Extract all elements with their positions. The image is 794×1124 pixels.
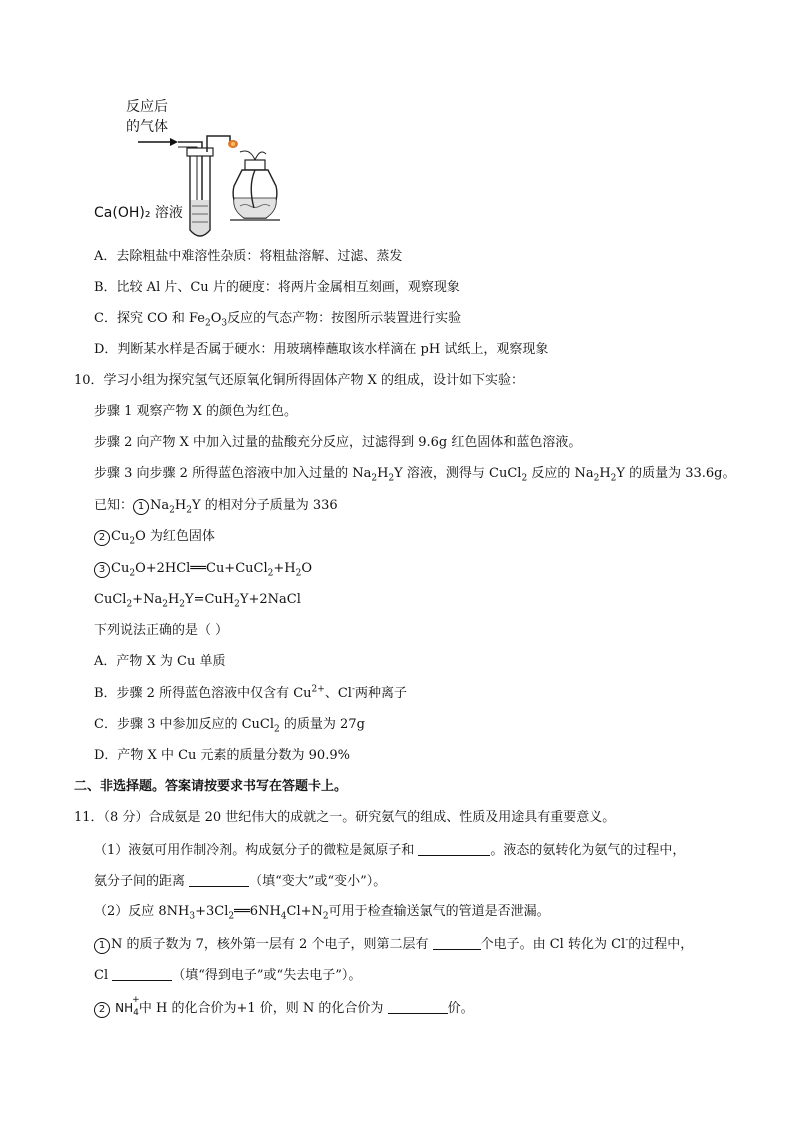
- answer-blank-3[interactable]: [433, 936, 481, 950]
- q10-stem: 10．学习小组为探究氢气还原氧化铜所得固体产物 X 的组成，设计如下实验：: [74, 373, 525, 388]
- q11-sub1-line2: Cl （填“得到电子”或“失去电子”）。: [94, 968, 362, 983]
- q10-known-1: 已知： 1 $Na_2H_2Y$ 的相对分子质量为 336: [94, 498, 338, 516]
- q11-sub2-line: 2 $NH_4$ + 中 H 的化合价为+1 价，则 N 的化合价为 价。: [94, 1000, 474, 1021]
- q11-part2-line: （2）反应 $8NH_3+3Cl_2══6NH_4Cl+N_2$可用于检查输送氯气的管道是否泄漏。: [94, 904, 550, 922]
- section-heading: 二、非选择题。答案请按要求书写在答题卡上。: [74, 779, 348, 794]
- ammonium-ion: $NH_4$ +: [115, 995, 140, 1018]
- q10-equation-2: $CuCl_2+Na_2H_2Y=CuH_2Y+2NaCl$: [94, 592, 301, 610]
- circle-2-icon: 2: [94, 1002, 110, 1018]
- q10-option-c: C．步骤 3 中参加反应的 CuCl$_2$ 的质量为 27g: [94, 717, 365, 735]
- apparatus-figure: [90, 90, 330, 240]
- q10-option-a: A．产物 X 为 Cu 单质: [94, 654, 226, 669]
- q11-sub1-line1: 1 N 的质子数为 7，核外第一层有 2 个电子，则第二层有 个电子。由 Cl 转化为 Cl-的过程中，: [94, 936, 693, 954]
- gas-label-line1: 反应后: [126, 99, 168, 115]
- solution-label: Ca(OH)₂ 溶液: [94, 205, 183, 221]
- q10-step1: 步骤 1 观察产物 X 的颜色为红色。: [94, 404, 298, 419]
- apparatus-drawing: [90, 90, 330, 240]
- q10-step2: 步骤 2 向产物 X 中加入过量的盐酸充分反应，过滤得到 9.6g 红色固体和蓝色溶液。: [94, 435, 582, 450]
- q9-option-a: A．去除粗盐中难溶性杂质：将粗盐溶解、过滤、蒸发: [94, 249, 403, 264]
- q10-option-d: D．产物 X 中 Cu 元素的质量分数为 90.9%: [94, 748, 350, 763]
- q10-known-2: 2 $Cu_2O$ 为红色固体: [94, 529, 215, 546]
- q11-stem: 11．（8 分）合成氨是 20 世纪伟大的成就之一。研究氨气的组成、性质及用途具有重要意义。: [74, 810, 616, 825]
- q10-known-3: 3 $Cu_2O+2HCl══Cu+CuCl_2+H_2O$: [94, 561, 312, 578]
- q11-part1-line1: （1）液氨可用作制冷剂。构成氨分子的微粒是氮原子和 。液态的氨转化为氨气的过程中，: [94, 843, 686, 858]
- q10-option-b: B．步骤 2 所得蓝色溶液中仅含有 $Cu^{2+}$、Cl-两种离子: [94, 684, 407, 701]
- circle-3-icon: 3: [94, 562, 110, 578]
- q9-option-b: B．比较 Al 片、Cu 片的硬度：将两片金属相互刻画，观察现象: [94, 280, 460, 295]
- answer-blank-4[interactable]: [112, 967, 172, 981]
- q11-part1-line2: 氨分子间的距离 （填“变大”或“变小”）。: [94, 874, 387, 889]
- answer-blank-1[interactable]: [418, 842, 490, 856]
- answer-blank-2[interactable]: [189, 873, 249, 887]
- circle-1-icon: 1: [133, 499, 149, 515]
- gas-label-line2: 的气体: [126, 119, 168, 135]
- q9-option-d: D．判断某水样是否属于硬水：用玻璃棒蘸取该水样滴在 pH 试纸上，观察现象: [94, 342, 549, 357]
- q10-step3: 步骤 3 向步骤 2 所得蓝色溶液中加入过量的 $Na_2H_2Y$ 溶液，测得与 CuCl$_2$ 反应的 $Na_2H_2Y$ 的质量为 33.6g。: [94, 466, 736, 484]
- q9-option-c: C．探究 CO 和 $Fe_2O_3$反应的气态产物：按图所示装置进行实验: [94, 311, 462, 329]
- answer-blank-5[interactable]: [388, 1000, 448, 1014]
- circle-1-icon: 1: [94, 938, 110, 954]
- circle-2-icon: 2: [94, 530, 110, 546]
- q10-question: 下列说法正确的是（ ）: [94, 623, 229, 638]
